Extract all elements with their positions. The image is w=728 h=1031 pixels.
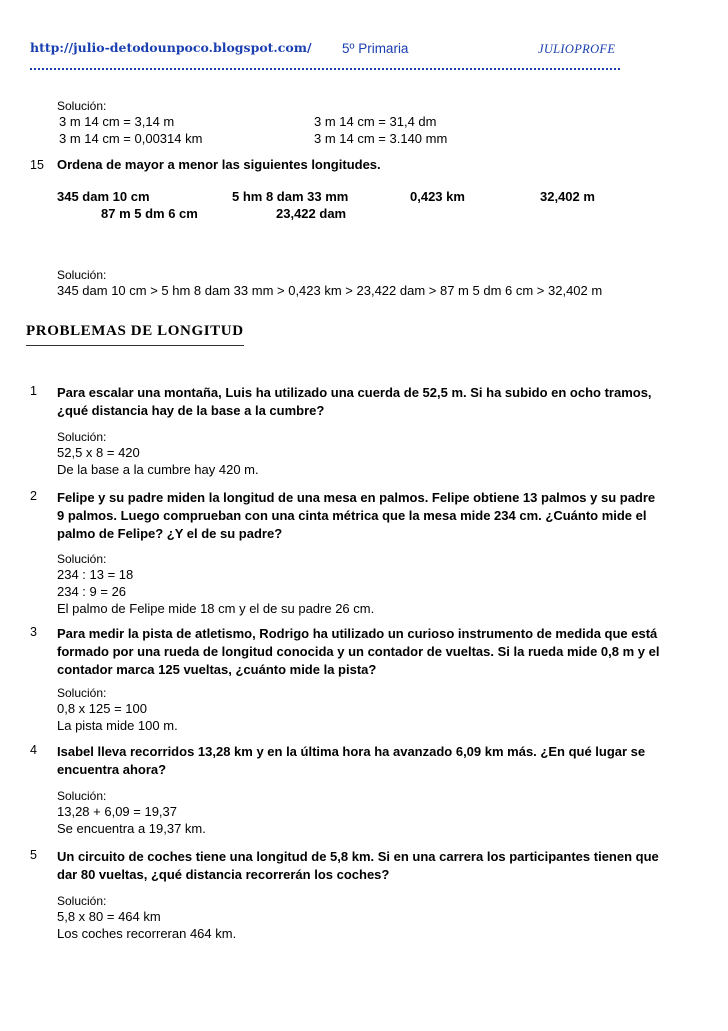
problem-number: 5 <box>30 848 37 862</box>
length-item: 32,402 m <box>540 189 595 204</box>
solution-line: 3 m 14 cm = 31,4 dm <box>314 114 437 129</box>
problem-line: Para escalar una montaña, Luis ha utilizado una cuerda de 52,5 m. Si ha subido en ocho tramos, <box>57 385 652 400</box>
problem-number: 4 <box>30 743 37 757</box>
solution-line: 13,28 + 6,09 = 19,37 <box>57 804 177 819</box>
problem-number: 1 <box>30 384 37 398</box>
header-divider <box>30 68 620 70</box>
solution-line: La pista mide 100 m. <box>57 718 178 733</box>
problem-statement <box>57 489 687 543</box>
problem-number: 3 <box>30 625 37 639</box>
problem-statement <box>57 743 687 779</box>
exercise-number: 15 <box>30 158 44 172</box>
problem-line: encuentra ahora? <box>57 762 167 777</box>
solution-label: Solución: <box>57 789 107 803</box>
length-item: 345 dam 10 cm <box>57 189 150 204</box>
problem-line: Felipe y su padre miden la longitud de una mesa en palmos. Felipe obtiene 13 palmos y su padre <box>57 490 656 505</box>
solution-label: Solución: <box>57 268 107 282</box>
solution-line: 345 dam 10 cm > 5 hm 8 dam 33 mm > 0,423 km > 23,422 dam > 87 m 5 dm 6 cm > 32,402 m <box>57 283 603 298</box>
solution-label: Solución: <box>57 552 107 566</box>
solution-line: 3 m 14 cm = 3.140 mm <box>314 131 448 146</box>
solution-label: Solución: <box>57 894 107 908</box>
solution-line: 3 m 14 cm = 0,00314 km <box>59 131 203 146</box>
solution-line: Se encuentra a 19,37 km. <box>57 821 206 836</box>
problem-line: 9 palmos. Luego comprueban con una cinta métrica que la mesa mide 234 cm. ¿Cuánto mide el <box>57 508 647 523</box>
problem-statement <box>57 384 687 420</box>
solution-line: 5,8 x 80 = 464 km <box>57 909 161 924</box>
problem-line: ¿qué distancia hay de la base a la cumbre? <box>57 403 325 418</box>
problem-number: 2 <box>30 489 37 503</box>
page-header <box>30 40 630 62</box>
problem-statement <box>57 625 687 679</box>
solution-line: 3 m 14 cm = 3,14 m <box>59 114 175 129</box>
problem-line: Un circuito de coches tiene una longitud de 5,8 km. Si en una carrera los participantes tienen que <box>57 849 659 864</box>
length-item: 23,422 dam <box>276 206 347 221</box>
solution-line: 0,8 x 125 = 100 <box>57 701 147 716</box>
problem-line: Isabel lleva recorridos 13,28 km y en la última hora ha avanzado 6,09 km más. ¿En qué lugar se <box>57 744 646 759</box>
length-item: 87 m 5 dm 6 cm <box>101 206 198 221</box>
solution-label: Solución: <box>57 99 107 113</box>
solution-label: Solución: <box>57 430 107 444</box>
solution-label: Solución: <box>57 686 107 700</box>
section-title: PROBLEMAS DE LONGITUD <box>26 323 244 346</box>
problem-line: dar 80 vueltas, ¿qué distancia recorrerán los coches? <box>57 867 390 882</box>
solution-line: De la base a la cumbre hay 420 m. <box>57 462 259 477</box>
blog-url[interactable]: http://julio-detodounpoco.blogspot.com/ <box>30 40 312 55</box>
problem-line: contador marca 125 vueltas, ¿cuánto mide la pista? <box>57 662 377 677</box>
exercise-prompt: Ordena de mayor a menor las siguientes longitudes. <box>57 157 381 172</box>
solution-line: 52,5 x 8 = 420 <box>57 445 140 460</box>
author-label: JULIOPROFE <box>538 42 616 56</box>
solution-line: El palmo de Felipe mide 18 cm y el de su padre 26 cm. <box>57 601 375 616</box>
problem-statement <box>57 848 687 884</box>
grade-label: 5º Primaria <box>342 41 409 56</box>
length-item: 5 hm 8 dam 33 mm <box>232 189 349 204</box>
problem-line: formado por una rueda de longitud conocida y un contador de vueltas. Si la rueda mide 0,8 m y el <box>57 644 660 659</box>
problem-line: palmo de Felipe? ¿Y el de su padre? <box>57 526 283 541</box>
solution-line: 234 : 13 = 18 <box>57 567 134 582</box>
length-item: 0,423 km <box>410 189 465 204</box>
solution-line: Los coches recorreran 464 km. <box>57 926 237 941</box>
solution-line: 234 : 9 = 26 <box>57 584 127 599</box>
problem-line: Para medir la pista de atletismo, Rodrigo ha utilizado un curioso instrumento de medida que está <box>57 626 658 641</box>
